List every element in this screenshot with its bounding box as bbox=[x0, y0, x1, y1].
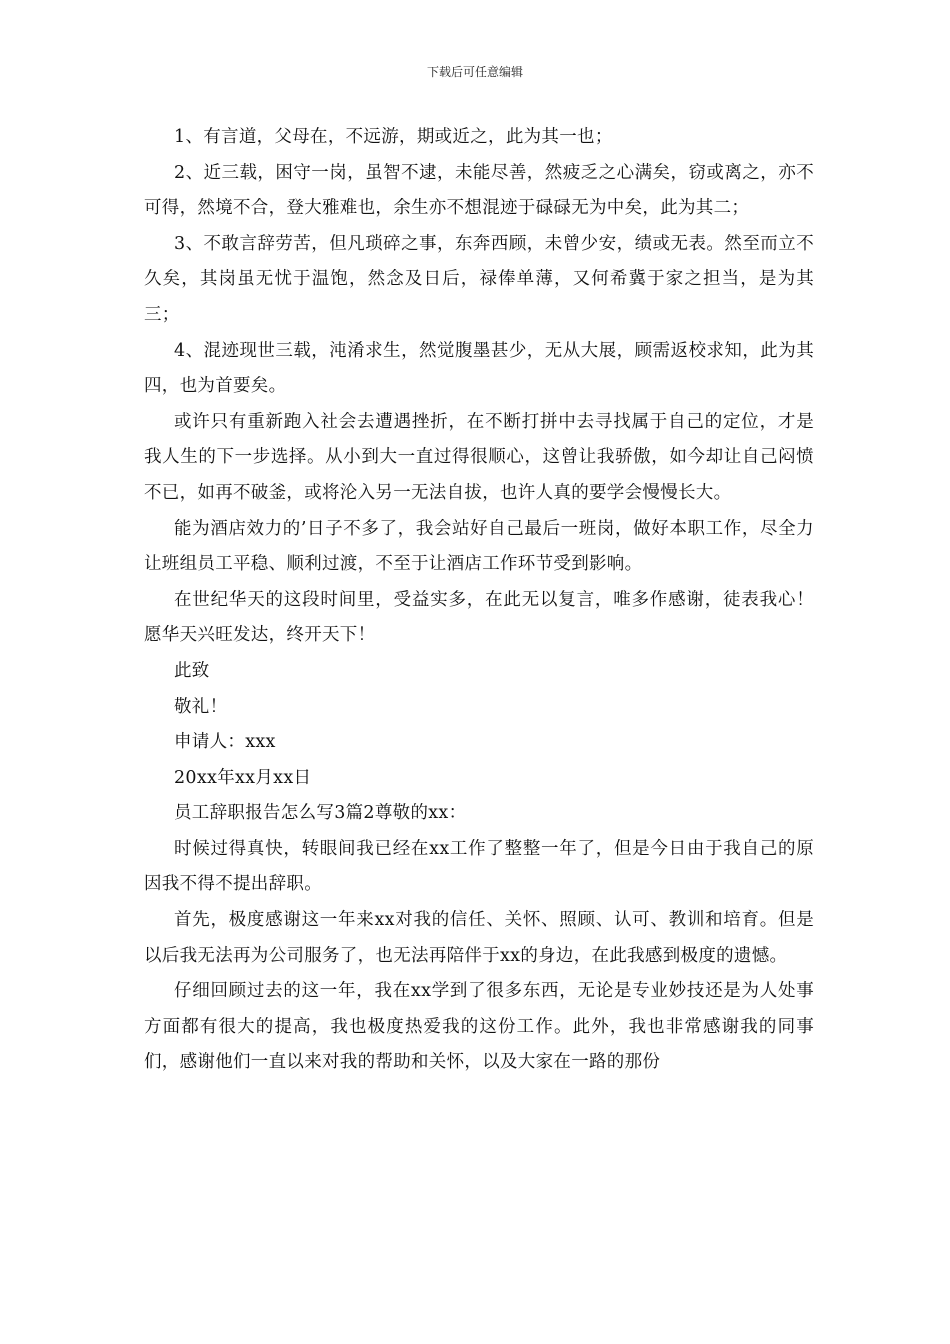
signature-date: 20xx年xx月xx日 bbox=[174, 767, 312, 788]
closing-regards: 敬礼！ bbox=[174, 696, 228, 717]
paragraph-reason-4: 4、混迹现世三载，沌淆求生，然觉腹墨甚少，无从大展，顾需返校求知，此为其四，也为首要矣。 bbox=[144, 340, 814, 397]
document-body bbox=[144, 120, 814, 1081]
closing-salutation: 此致 bbox=[174, 660, 210, 681]
paragraph-reflection: 或许只有重新跑入社会去遭遇挫折，在不断打拼中去寻找属于自己的定位，才是我人生的下一步选择。从小到大一直过得很顺心，这曾让我骄傲，如今却让自己闷愤不已，如再不破釜，或将沦入另一无法自拔，也许人真的要学会慢慢长大。 bbox=[144, 411, 814, 503]
paragraph-gratitude: 首先，极度感谢这一年来xx对我的信任、关怀、照顾、认可、教训和培育。但是以后我无法再为公司服务了，也无法再陪伴于xx的身边，在此我感到极度的遗憾。 bbox=[144, 910, 814, 966]
paragraph-opening: 时候过得真快，转眼间我已经在xx工作了整整一年了，但是今日由于我自己的原因我不得不提出辞职。 bbox=[144, 838, 814, 895]
paragraph-reason-3: 3、不敢言辞劳苦，但凡琐碎之事，东奔西顾，未曾少安，绩或无表。然至而立不久矣，其岗虽无忧于温饱，然念及日后，禄俸单薄，又何希冀于家之担当，是为其三； bbox=[144, 233, 814, 325]
paragraph-review: 仔细回顾过去的这一年，我在xx学到了很多东西，无论是专业妙技还是为人处事方面都有很大的提高，我也极度热爱我的这份工作。此外，我也非常感谢我的同事们，感谢他们一直以来对我的帮助和关怀，以及大家在一路的那份 bbox=[144, 981, 814, 1073]
section-title-letter-2: 员工辞职报告怎么写3篇2尊敬的xx： bbox=[174, 803, 467, 824]
signature-applicant: 申请人：xxx bbox=[174, 732, 276, 753]
page-header: 下载后可任意编辑 bbox=[426, 65, 523, 79]
paragraph-thanks: 在世纪华天的这段时间里，受益实多，在此无以复言，唯多作感谢，徒表我心！愿华天兴旺发达，终开天下！ bbox=[144, 589, 814, 646]
paragraph-reason-1: 1、有言道，父母在，不远游，期或近之，此为其一也； bbox=[174, 127, 613, 147]
paragraph-reason-2: 2、近三载，困守一岗，虽智不逮，未能尽善，然疲乏之心满矣，窃或离之，亦不可得，然境不合，登大雅难也，余生亦不想混迹于碌碌无为中矣，此为其二； bbox=[144, 162, 814, 219]
paragraph-commitment: 能为酒店效力的’日子不多了，我会站好自己最后一班岗，做好本职工作，尽全力让班组员工平稳、顺利过渡，不至于让酒店工作环节受到影响。 bbox=[144, 518, 814, 575]
